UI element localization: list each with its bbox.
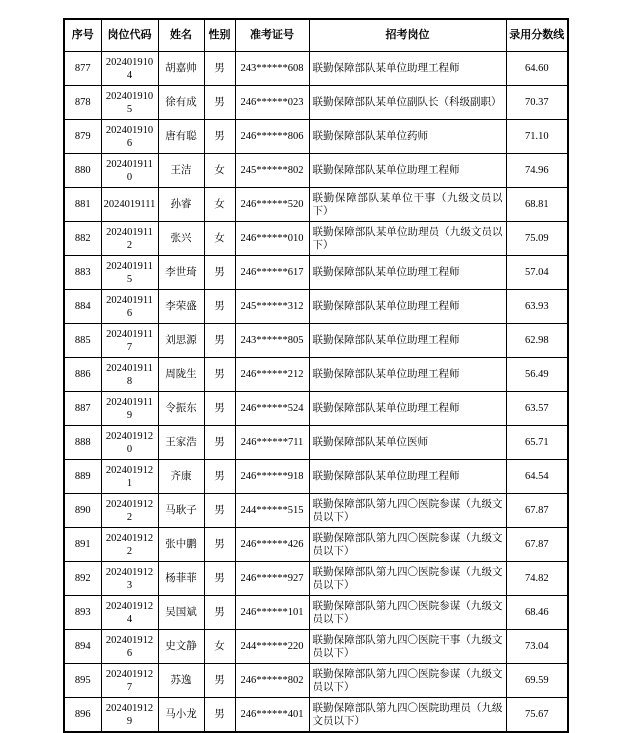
cell-ticket-no: 246******806 [235, 120, 309, 154]
table-row [64, 154, 568, 188]
cell-gender: 男 [204, 358, 235, 392]
cell-name: 马小龙 [158, 698, 204, 733]
table-row [64, 120, 568, 154]
column-header-gender: 性别 [204, 19, 235, 52]
cell-gender: 女 [204, 188, 235, 222]
table-row [64, 494, 568, 528]
cell-position: 联勤保障部队某单位助理工程师 [309, 324, 506, 358]
cell-ticket-no: 246******802 [235, 664, 309, 698]
cell-job-code: 2024019110 [101, 154, 158, 188]
column-header-name: 姓名 [158, 19, 204, 52]
cell-job-code: 2024019118 [101, 358, 158, 392]
table-row [64, 324, 568, 358]
cell-index: 880 [64, 154, 101, 188]
cell-score-line: 75.67 [506, 698, 568, 733]
table-row [64, 52, 568, 86]
column-header-ticket-no: 准考证号 [235, 19, 309, 52]
cell-score-line: 57.04 [506, 256, 568, 290]
cell-gender: 男 [204, 596, 235, 630]
cell-position: 联勤保障部队某单位助理工程师 [309, 52, 506, 86]
table-row [64, 256, 568, 290]
cell-position: 联勤保障部队第九四〇医院参谋（九级文员以下） [309, 528, 506, 562]
cell-score-line: 63.93 [506, 290, 568, 324]
cell-ticket-no: 246******101 [235, 596, 309, 630]
cell-job-code: 2024019105 [101, 86, 158, 120]
cell-index: 883 [64, 256, 101, 290]
cell-index: 891 [64, 528, 101, 562]
cell-job-code: 2024019116 [101, 290, 158, 324]
cell-name: 徐有成 [158, 86, 204, 120]
cell-ticket-no: 246******524 [235, 392, 309, 426]
cell-job-code: 2024019126 [101, 630, 158, 664]
cell-gender: 男 [204, 494, 235, 528]
cell-name: 马耿子 [158, 494, 204, 528]
cell-name: 周陇生 [158, 358, 204, 392]
cell-gender: 男 [204, 460, 235, 494]
cell-gender: 男 [204, 392, 235, 426]
cell-position: 联勤保障部队第九四〇医院参谋（九级文员以下） [309, 562, 506, 596]
cell-ticket-no: 244******515 [235, 494, 309, 528]
table-row [64, 630, 568, 664]
cell-ticket-no: 246******617 [235, 256, 309, 290]
cell-index: 890 [64, 494, 101, 528]
cell-index: 889 [64, 460, 101, 494]
table-row [64, 596, 568, 630]
cell-index: 894 [64, 630, 101, 664]
cell-position: 联勤保障部队某单位助理工程师 [309, 290, 506, 324]
cell-gender: 女 [204, 222, 235, 256]
table-body [64, 52, 568, 733]
table-row [64, 188, 568, 222]
cell-index: 881 [64, 188, 101, 222]
cell-position: 联勤保障部队某单位助理工程师 [309, 460, 506, 494]
cell-score-line: 67.87 [506, 528, 568, 562]
cell-gender: 男 [204, 562, 235, 596]
cell-ticket-no: 245******802 [235, 154, 309, 188]
cell-ticket-no: 246******918 [235, 460, 309, 494]
cell-position: 联勤保障部队某单位助理员（九级文员以下） [309, 222, 506, 256]
cell-job-code: 2024019112 [101, 222, 158, 256]
cell-score-line: 71.10 [506, 120, 568, 154]
cell-position: 联勤保障部队某单位药师 [309, 120, 506, 154]
cell-position: 联勤保障部队某单位助理工程师 [309, 154, 506, 188]
cell-ticket-no: 246******927 [235, 562, 309, 596]
cell-position: 联勤保障部队第九四〇医院助理员（九级文员以下） [309, 698, 506, 733]
cell-name: 李世琦 [158, 256, 204, 290]
cell-index: 884 [64, 290, 101, 324]
cell-index: 895 [64, 664, 101, 698]
cell-score-line: 64.54 [506, 460, 568, 494]
table-row [64, 528, 568, 562]
column-header-position: 招考岗位 [309, 19, 506, 52]
cell-job-code: 2024019122 [101, 494, 158, 528]
table-row [64, 426, 568, 460]
cell-job-code: 2024019122 [101, 528, 158, 562]
cell-index: 887 [64, 392, 101, 426]
cell-job-code: 2024019115 [101, 256, 158, 290]
table-sheet [63, 18, 569, 733]
cell-gender: 男 [204, 528, 235, 562]
score-table [63, 18, 569, 733]
cell-gender: 男 [204, 86, 235, 120]
cell-job-code: 2024019129 [101, 698, 158, 733]
cell-job-code: 2024019119 [101, 392, 158, 426]
table-row [64, 392, 568, 426]
table-header [64, 19, 568, 52]
cell-name: 吴国斌 [158, 596, 204, 630]
cell-index: 886 [64, 358, 101, 392]
cell-index: 879 [64, 120, 101, 154]
cell-position: 联勤保障部队某单位助理工程师 [309, 392, 506, 426]
cell-score-line: 69.59 [506, 664, 568, 698]
cell-ticket-no: 246******023 [235, 86, 309, 120]
cell-ticket-no: 246******010 [235, 222, 309, 256]
cell-gender: 男 [204, 290, 235, 324]
table-row [64, 698, 568, 733]
cell-job-code: 2024019127 [101, 664, 158, 698]
cell-position: 联勤保障部队第九四〇医院参谋（九级文员以下） [309, 494, 506, 528]
cell-gender: 男 [204, 664, 235, 698]
cell-gender: 男 [204, 698, 235, 733]
table-row [64, 562, 568, 596]
cell-position: 联勤保障部队某单位干事（九级文员以下） [309, 188, 506, 222]
cell-name: 胡嘉帅 [158, 52, 204, 86]
cell-name: 张中鹏 [158, 528, 204, 562]
cell-score-line: 70.37 [506, 86, 568, 120]
cell-index: 888 [64, 426, 101, 460]
cell-gender: 男 [204, 52, 235, 86]
table-row [64, 460, 568, 494]
cell-index: 878 [64, 86, 101, 120]
cell-index: 877 [64, 52, 101, 86]
cell-gender: 女 [204, 154, 235, 188]
cell-score-line: 74.82 [506, 562, 568, 596]
cell-ticket-no: 246******426 [235, 528, 309, 562]
cell-score-line: 75.09 [506, 222, 568, 256]
cell-ticket-no: 244******220 [235, 630, 309, 664]
cell-score-line: 63.57 [506, 392, 568, 426]
cell-gender: 男 [204, 120, 235, 154]
column-header-score-line: 录用分数线 [506, 19, 568, 52]
cell-name: 王家浩 [158, 426, 204, 460]
cell-name: 李荣盛 [158, 290, 204, 324]
cell-gender: 女 [204, 630, 235, 664]
cell-gender: 男 [204, 256, 235, 290]
cell-score-line: 68.81 [506, 188, 568, 222]
cell-index: 892 [64, 562, 101, 596]
cell-position: 联勤保障部队某单位助理工程师 [309, 358, 506, 392]
cell-ticket-no: 246******401 [235, 698, 309, 733]
cell-name: 唐有聪 [158, 120, 204, 154]
cell-score-line: 62.98 [506, 324, 568, 358]
cell-ticket-no: 243******608 [235, 52, 309, 86]
cell-score-line: 74.96 [506, 154, 568, 188]
cell-job-code: 2024019117 [101, 324, 158, 358]
cell-score-line: 56.49 [506, 358, 568, 392]
cell-index: 885 [64, 324, 101, 358]
column-header-index: 序号 [64, 19, 101, 52]
cell-score-line: 68.46 [506, 596, 568, 630]
cell-ticket-no: 246******711 [235, 426, 309, 460]
cell-score-line: 67.87 [506, 494, 568, 528]
cell-gender: 男 [204, 426, 235, 460]
cell-ticket-no: 246******520 [235, 188, 309, 222]
cell-position: 联勤保障部队某单位副队长（科级副职） [309, 86, 506, 120]
cell-job-code: 2024019124 [101, 596, 158, 630]
cell-score-line: 73.04 [506, 630, 568, 664]
cell-job-code: 2024019106 [101, 120, 158, 154]
cell-name: 令振东 [158, 392, 204, 426]
column-header-job-code: 岗位代码 [101, 19, 158, 52]
cell-score-line: 65.71 [506, 426, 568, 460]
cell-job-code: 2024019121 [101, 460, 158, 494]
cell-index: 882 [64, 222, 101, 256]
cell-job-code: 2024019123 [101, 562, 158, 596]
cell-job-code: 2024019111 [101, 188, 158, 222]
cell-gender: 男 [204, 324, 235, 358]
cell-name: 齐康 [158, 460, 204, 494]
cell-job-code: 2024019104 [101, 52, 158, 86]
table-row [64, 664, 568, 698]
cell-position: 联勤保障部队第九四〇医院参谋（九级文员以下） [309, 596, 506, 630]
cell-index: 896 [64, 698, 101, 733]
header-row [64, 19, 568, 52]
table-row [64, 290, 568, 324]
cell-position: 联勤保障部队某单位医师 [309, 426, 506, 460]
cell-ticket-no: 245******312 [235, 290, 309, 324]
table-row [64, 358, 568, 392]
cell-name: 苏逸 [158, 664, 204, 698]
table-row [64, 222, 568, 256]
cell-name: 史文静 [158, 630, 204, 664]
cell-job-code: 2024019120 [101, 426, 158, 460]
cell-ticket-no: 246******212 [235, 358, 309, 392]
cell-score-line: 64.60 [506, 52, 568, 86]
cell-ticket-no: 243******805 [235, 324, 309, 358]
cell-name: 杨菲菲 [158, 562, 204, 596]
cell-position: 联勤保障部队第九四〇医院干事（九级文员以下） [309, 630, 506, 664]
cell-index: 893 [64, 596, 101, 630]
cell-position: 联勤保障部队某单位助理工程师 [309, 256, 506, 290]
cell-name: 张兴 [158, 222, 204, 256]
cell-name: 刘思源 [158, 324, 204, 358]
cell-position: 联勤保障部队第九四〇医院参谋（九级文员以下） [309, 664, 506, 698]
cell-name: 孙睿 [158, 188, 204, 222]
table-row [64, 86, 568, 120]
cell-name: 王洁 [158, 154, 204, 188]
